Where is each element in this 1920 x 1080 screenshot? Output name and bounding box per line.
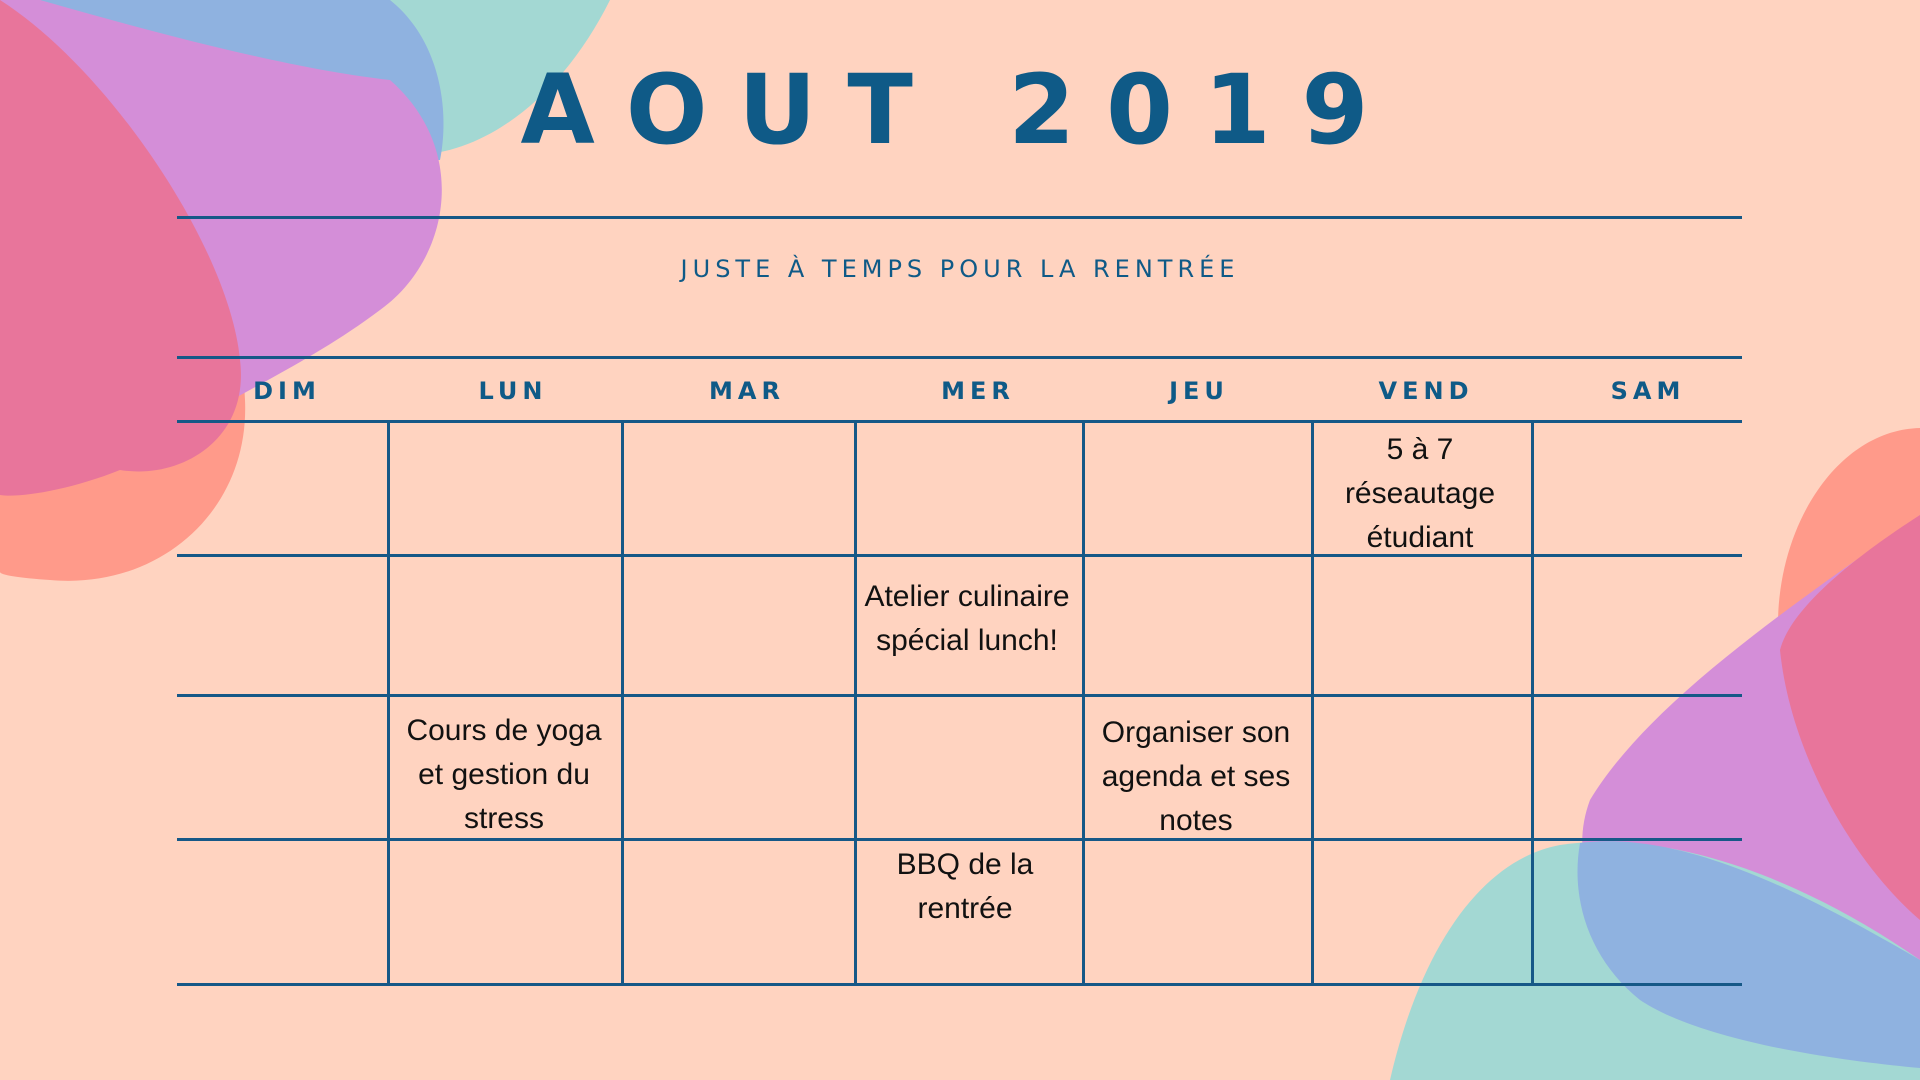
title-divider — [177, 216, 1742, 219]
grid-row-line — [177, 983, 1742, 986]
weekday-mer: MER — [941, 377, 1015, 405]
grid-col-line — [854, 422, 857, 985]
subtitle: JUSTE À TEMPS POUR LA RENTRÉE — [680, 255, 1240, 283]
weekday-lun: LUN — [478, 377, 548, 405]
event-agenda: Organiser son agenda et ses notes — [1101, 716, 1291, 837]
event-cooking-workshop: Atelier culinaire spécial lunch! — [864, 580, 1070, 657]
grid-col-line — [1531, 422, 1534, 985]
weekday-dim: DIM — [253, 377, 321, 405]
weekday-sam: SAM — [1610, 377, 1686, 405]
weekday-vend: VEND — [1378, 377, 1474, 405]
grid-row-line — [177, 694, 1742, 697]
event-yoga: Cours de yoga et gestion du stress — [406, 714, 602, 835]
grid-col-line — [621, 422, 624, 985]
event-bbq: BBQ de la rentrée — [896, 848, 1034, 925]
grid-col-line — [1082, 422, 1085, 985]
header-top-line — [177, 356, 1742, 359]
month-title: AOUT 2019 — [520, 54, 1400, 166]
grid-col-line — [387, 422, 390, 985]
grid-col-line — [1311, 422, 1314, 985]
weekday-jeu: JEU — [1169, 377, 1229, 405]
event-networking: 5 à 7 réseautage étudiant — [1344, 433, 1496, 554]
grid-row-line — [177, 420, 1742, 423]
weekday-mar: MAR — [709, 377, 785, 405]
